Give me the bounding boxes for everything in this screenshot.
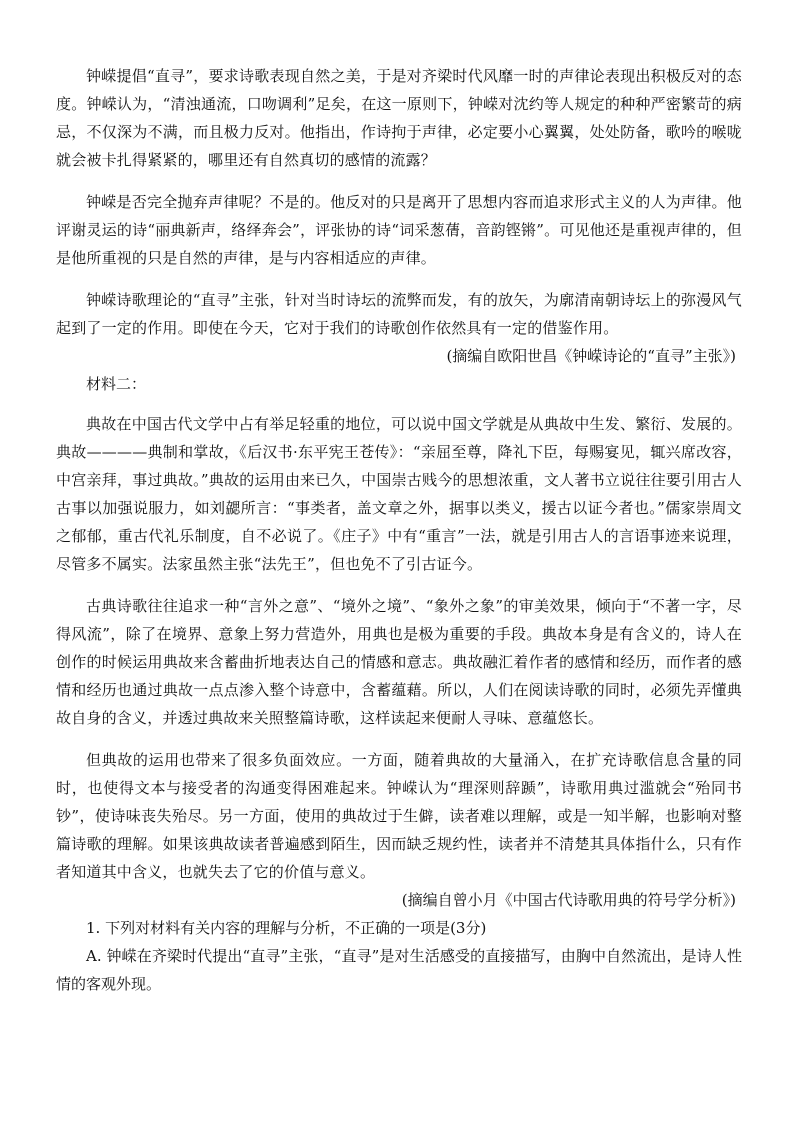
question-1-stem: 1. 下列对材料有关内容的理解与分析，不正确的一项是(3分) xyxy=(86,919,487,937)
material1-paragraph-2: 钟嵘是否完全抛弃声律呢？不是的。他反对的只是离开了思想内容而追求形式主义的人为声律。他评谢灵运的诗“丽典新声，络绎奔会”，评张协的诗“词采葱蒨，音韵铿锵”。可见他还是重视声律的，但是他所重视的只是自然的声律，是与内容相适应的声律。 xyxy=(56,193,742,267)
material2-paragraph-3: 但典故的运用也带来了很多负面效应。一方面，随着典故的大量涌入，在扩充诗歌信息含量的同时，也使得文本与接受者的沟通变得困难起来。钟嵘认为“理深则辞踬”，诗歌用典过滥就会“殆同书钞”，使诗味丧失殆尽。另一方面，使用的典故过于生僻，读者难以理解，或是一知半解，也影响对整篇诗歌的理解。如果该典故读者普遍感到陌生，因而缺乏规约性，读者并不清楚其具体指什么，只有作者知道其中含义，也就失去了它的价值与意义。 xyxy=(56,751,742,881)
question-1-option-a: A. 钟嵘在齐梁时代提出“直寻”主张，“直寻”是对生活感受的直接描写，由胸中自然流出，是诗人性情的客观外现。 xyxy=(56,947,742,993)
material2-paragraph-1: 典故在中国古代文学中占有举足轻重的地位，可以说中国文学就是从典故中生发、繁衍、发展的。典故————典制和掌故，《后汉书·东平宪王苍传》：“亲屈至尊，降礼下臣，每赐宴见，辄兴席改容，中宫亲拜，事过典故。”典故的运用由来已久，中国崇古贱今的思想浓重，文人著书立说往往要引用古人古事以加强说服力，如刘勰所言：“事类者，盖文章之外，据事以类义，援古以证今者也。”儒家崇周文之郁郁，重古代礼乐制度，自不必说了。《庄子》中有“重言”一法，就是引用古人的言语事迹来说理，尽管多不属实。法家虽然主张“法先王”，但也免不了引古证今。 xyxy=(56,415,742,573)
material1-paragraph-3: 钟嵘诗歌理论的“直寻”主张，针对当时诗坛的流弊而发，有的放矢，为廓清南朝诗坛上的弥漫风气起到了一定的作用。即使在今天，它对于我们的诗歌创作依然具有一定的借鉴作用。 xyxy=(56,291,742,337)
material1-source: (摘编自欧阳世昌《钟嵘诗论的“直寻”主张》) xyxy=(446,347,736,365)
material2-label: 材料二： xyxy=(86,375,147,393)
material2-source: (摘编自曾小月《中国古代诗歌用典的符号学分析》) xyxy=(401,891,736,909)
material2-paragraph-2: 古典诗歌往往追求一种“言外之意”、“境外之境”、“象外之象”的审美效果，倾向于“不著一字，尽得风流”，除了在境界、意象上努力营造外，用典也是极为重要的手段。典故本身是有含义的，诗人在创作的时候运用典故来含蓄曲折地表达自己的情感和意志。典故融汇着作者的感情和经历，而作者的感情和经历也通过典故一点点渗入整个诗意中，含蓄蕴藉。所以，人们在阅读诗歌的同时，必须先弄懂典故自身的含义，并透过典故来关照整篇诗歌，这样读起来便耐人寻味、意蕴悠长。 xyxy=(56,597,742,727)
material1-paragraph-1: 钟嵘提倡“直寻”，要求诗歌表现自然之美，于是对齐梁时代风靡一时的声律论表现出积极反对的态度。钟嵘认为，“清浊通流，口吻调利”足矣，在这一原则下，钟嵘对沈约等人规定的种种严密繁苛的病忌，不仅深为不满，而且极力反对。他指出，作诗拘于声律，必定要小心翼翼，处处防备，歌吟的喉咙就会被卡扎得紧紧的，哪里还有自然真切的感情的流露？ xyxy=(56,67,742,169)
